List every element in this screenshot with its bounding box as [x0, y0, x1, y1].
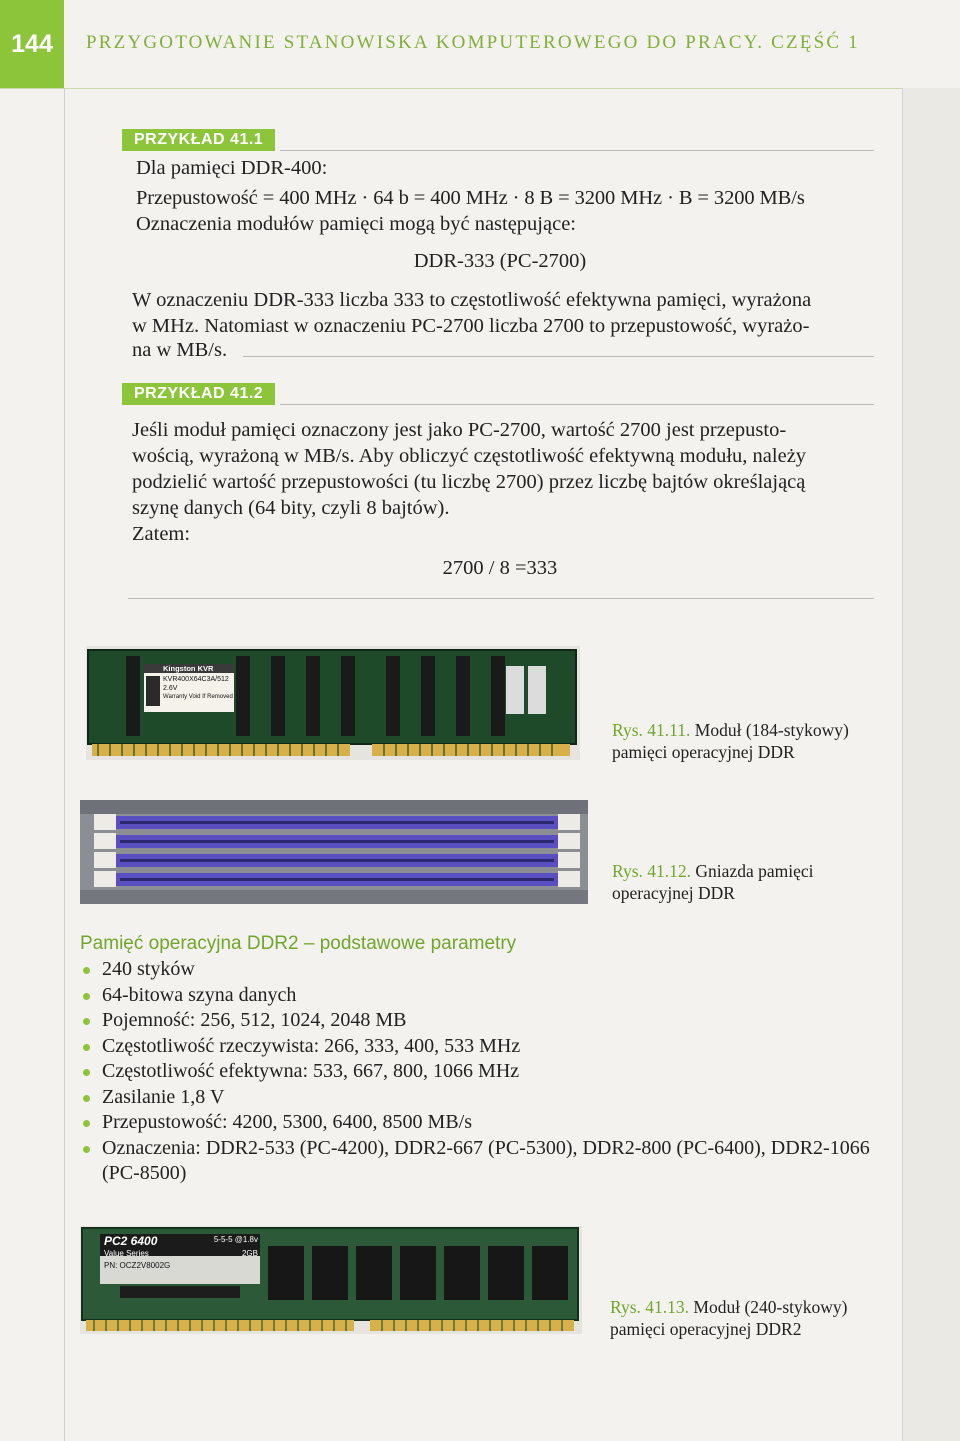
- example2-line: Jeśli moduł pamięci oznaczony jest jako PC-2700, wartość 2700 jest przepusto-: [132, 419, 787, 441]
- example2-line: wością, wyrażoną w MB/s. Aby obliczyć częstotliwość efektywną modułu, należy: [132, 445, 807, 467]
- margin-line-left: [64, 88, 65, 1441]
- ddr2-module-photo: [80, 1226, 582, 1334]
- ddr-module-photo: [86, 646, 580, 760]
- caption-text: Moduł (240-stykowy): [693, 1297, 848, 1317]
- list-item: 240 styków: [80, 957, 880, 983]
- caption-text: pamięci operacyjnej DDR2: [610, 1319, 802, 1339]
- example1-line: na w MB/s.: [132, 339, 228, 361]
- figure-caption-41-11: [612, 719, 849, 763]
- list-item: Oznaczenia: DDR2-533 (PC-4200), DDR2-667 (PC-5300), DDR2-800 (PC-6400), DDR2-1066 (PC-8500): [80, 1136, 880, 1187]
- caption-text: operacyjnej DDR: [612, 883, 735, 903]
- list-item: Częstotliwość rzeczywista: 266, 333, 400, 533 MHz: [80, 1034, 880, 1060]
- bullet-icon: [83, 1095, 90, 1102]
- ddr2-label: [104, 1235, 258, 1271]
- caption-text: Gniazda pamięci: [695, 861, 814, 881]
- example1-line: Przepustowość = 400 MHz · 64 b = 400 MHz · 8 B = 3200 MHz · B = 3200 MB/s: [136, 187, 805, 209]
- bullet-icon: [83, 967, 90, 974]
- bullet-icon: [83, 1069, 90, 1076]
- ddr-sticker: [163, 664, 233, 702]
- example-rule: [243, 356, 874, 357]
- header-rule: [0, 88, 960, 89]
- example-label-41-1: PRZYKŁAD 41.1: [122, 129, 275, 151]
- ddr-slots-illustration: [80, 800, 588, 904]
- label-model: PC2 6400: [104, 1234, 158, 1248]
- sticker-part: KVR400X64C3A/512: [163, 676, 229, 683]
- example1-line: Dla pamięci DDR-400:: [136, 157, 328, 179]
- ddr2-parameter-list: [80, 957, 880, 1187]
- ddr-module-illustration: [86, 646, 580, 760]
- page-number: 144: [0, 0, 64, 88]
- example1-formula: DDR-333 (PC-2700): [413, 250, 587, 272]
- bullet-icon: [83, 1120, 90, 1127]
- figure-number: Rys. 41.13.: [610, 1297, 690, 1317]
- example1-line: w MHz. Natomiast w oznaczeniu PC-2700 liczba 2700 to przepustowość, wyrażo-: [132, 315, 810, 337]
- example-rule: [128, 598, 874, 599]
- example1-line: W oznaczeniu DDR-333 liczba 333 to częstotliwość efektywna pamięci, wyrażona: [132, 289, 812, 311]
- list-item: Częstotliwość efektywna: 533, 667, 800, 1066 MHz: [80, 1059, 880, 1085]
- example1-line: Oznaczenia modułów pamięci mogą być następujące:: [136, 213, 576, 235]
- label-series: Value Series: [104, 1249, 149, 1258]
- sticker-voltage: 2.6V: [163, 685, 178, 692]
- ddr-slots-photo: [80, 800, 588, 904]
- bullet-icon: [83, 993, 90, 1000]
- bullet-icon: [83, 1044, 90, 1051]
- label-size: 2GB: [241, 1249, 258, 1258]
- example2-formula: 2700 / 8 =333: [442, 557, 558, 579]
- page-edge-shade: [903, 88, 960, 1441]
- figure-number: Rys. 41.12.: [612, 861, 692, 881]
- example-rule: [280, 404, 874, 405]
- section-title-ddr2: Pamięć operacyjna DDR2 – podstawowe parametry: [80, 933, 517, 954]
- figure-caption-41-12: [612, 860, 814, 904]
- list-item: 64-bitowa szyna danych: [80, 983, 880, 1009]
- bullet-icon: [83, 1146, 90, 1153]
- margin-line-right: [902, 88, 903, 1441]
- label-pn: PN: OCZ2V8002G: [104, 1261, 171, 1270]
- example-rule: [280, 150, 874, 151]
- list-item: Zasilanie 1,8 V: [80, 1085, 880, 1111]
- sticker-warning: Warranty Void If Removed: [163, 694, 233, 700]
- example-label-41-2: PRZYKŁAD 41.2: [122, 383, 275, 405]
- sticker-brand: Kingston KVR: [163, 664, 214, 673]
- label-timing: 5-5-5 @1.8v: [213, 1235, 258, 1244]
- example2-line: szynę danych (64 bity, czyli 8 bajtów).: [132, 497, 450, 519]
- bullet-icon: [83, 1018, 90, 1025]
- figure-number: Rys. 41.11.: [612, 720, 691, 740]
- caption-text: pamięci operacyjnej DDR: [612, 742, 795, 762]
- running-title: PRZYGOTOWANIE STANOWISKA KOMPUTEROWEGO DO PRACY. CZĘŚĆ 1: [86, 32, 860, 53]
- example2-line: podzielić wartość przepustowości (tu liczbę 2700) przez liczbę bajtów określającą: [132, 471, 806, 493]
- figure-caption-41-13: [610, 1296, 848, 1340]
- list-item: Przepustowość: 4200, 5300, 6400, 8500 MB/s: [80, 1110, 880, 1136]
- example2-line: Zatem:: [132, 523, 191, 545]
- caption-text: Moduł (184-stykowy): [694, 720, 849, 740]
- list-item: Pojemność: 256, 512, 1024, 2048 MB: [80, 1008, 880, 1034]
